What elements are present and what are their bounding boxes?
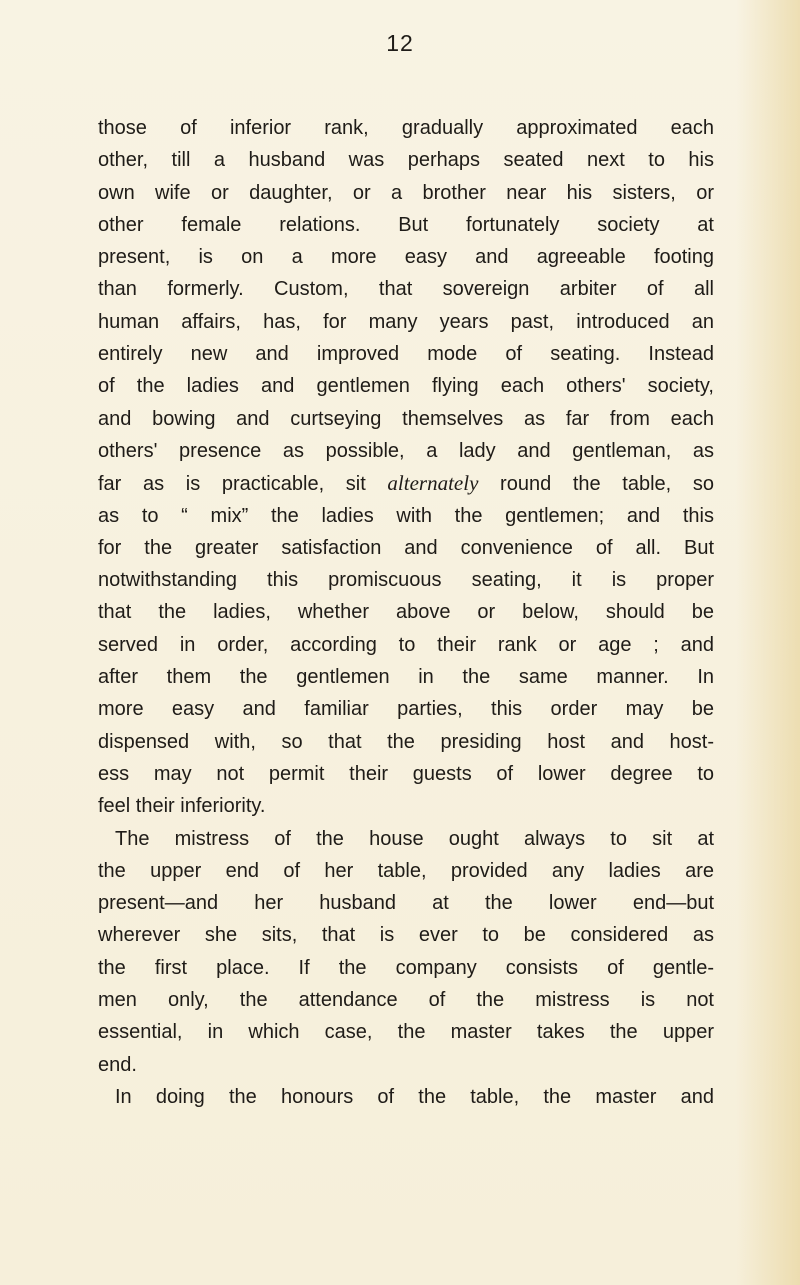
text-segment: round the table, so — [478, 473, 714, 496]
text-line — [98, 467, 714, 499]
text-line: human affairs, has, for many years past, introduced an — [98, 310, 714, 333]
text-line: the first place. If the company consists of gentle- — [98, 956, 714, 979]
text-line: men only, the attendance of the mistress is not — [98, 989, 714, 1012]
text-line: wherever she sits, that is ever to be considered as — [98, 924, 714, 947]
text-line: for the greater satisfaction and convenience of all. But — [98, 536, 714, 559]
text-line: as to “ mix” the ladies with the gentlemen; and this — [98, 504, 714, 527]
text-line: those of inferior rank, gradually approximated each — [98, 117, 714, 139]
text-line: dispensed with, so that the presiding host and host- — [98, 730, 714, 753]
text-segment: far as is practicable, sit — [98, 473, 388, 496]
text-line: other female relations. But fortunately society at — [98, 213, 714, 236]
text-line: more easy and familiar parties, this order may be — [98, 698, 714, 721]
text-line: present, is on a more easy and agreeable footing — [98, 246, 714, 269]
text-line: In doing the honours of the table, the master and — [115, 1085, 714, 1108]
text-line: feel their inferiority. — [98, 795, 266, 818]
text-line: own wife or daughter, or a brother near his sisters, or — [98, 181, 714, 204]
italic-word: alternately — [387, 471, 479, 496]
text-line: after them the gentlemen in the same manner. In — [98, 666, 714, 689]
text-line: end. — [98, 1053, 137, 1076]
text-line: that the ladies, whether above or below, should be — [98, 601, 714, 624]
text-line: ess may not permit their guests of lower degree to — [98, 762, 714, 785]
text-line: present—and her husband at the lower end—but — [98, 892, 714, 915]
text-line: served in order, according to their rank or age ; and — [98, 633, 714, 656]
text-line: and bowing and curtseying themselves as far from each — [98, 407, 714, 430]
text-line: than formerly. Custom, that sovereign arbiter of all — [98, 278, 714, 301]
text-line: essential, in which case, the master takes the upper — [98, 1021, 714, 1044]
text-line: The mistress of the house ought always to sit at — [115, 827, 714, 850]
text-line: of the ladies and gentlemen flying each others' society, — [98, 375, 714, 398]
text-line: other, till a husband was perhaps seated next to his — [98, 149, 714, 172]
page-number: 12 — [386, 30, 414, 56]
text-line: notwithstanding this promiscuous seating, it is proper — [98, 569, 714, 592]
text-line: others' presence as possible, a lady and gentleman, as — [98, 439, 714, 462]
text-line: entirely new and improved mode of seating. Instead — [98, 343, 714, 366]
body-text — [98, 112, 714, 1113]
text-line: the upper end of her table, provided any ladies are — [98, 859, 714, 882]
